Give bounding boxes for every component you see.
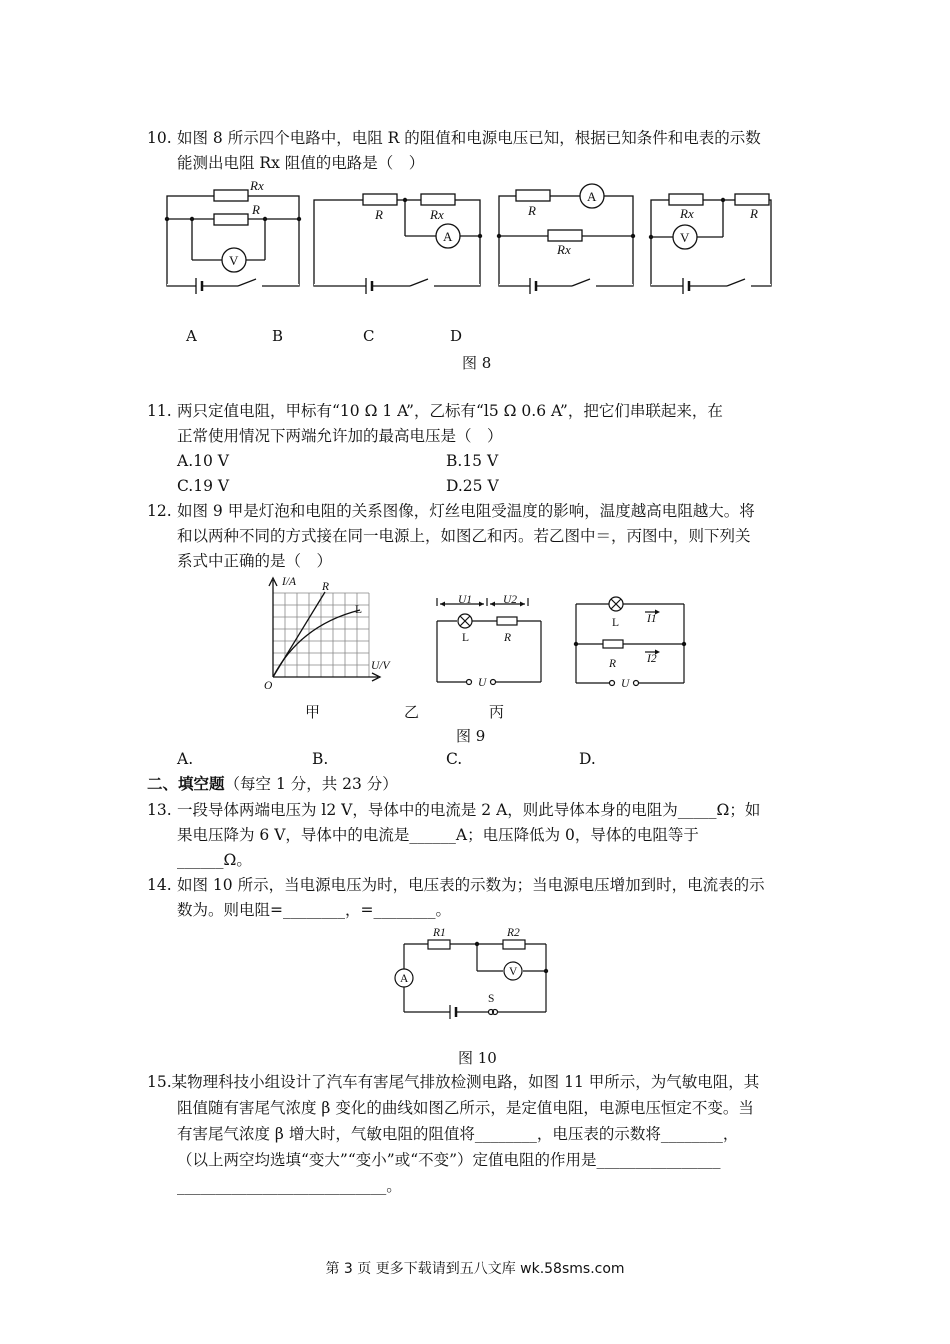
fig8-option-b: B bbox=[272, 327, 284, 345]
q12-text-line3: 系式中正确的是（ ） bbox=[177, 552, 333, 570]
q15-text-line4: （以上两空均选填“变大”“变小”或“不变”）定值电阻的作用是________________ bbox=[177, 1151, 721, 1169]
q11-option-c: C.19 V bbox=[177, 477, 230, 495]
q12-option-a: A. bbox=[177, 750, 194, 768]
fig8-caption: 图 8 bbox=[462, 354, 492, 372]
fig9-yi-u2-label: U2 bbox=[503, 594, 518, 606]
fig9-bing-i1-label: I1 bbox=[647, 613, 657, 625]
fig8-d-rx-label: Rx bbox=[680, 206, 694, 221]
q14-text-line1: 如图 10 所示，当电源电压为时，电压表的示数为；当电源电压增加到时，电流表的示 bbox=[177, 876, 765, 894]
fig8-option-c: C bbox=[363, 327, 375, 345]
fig10-r1-label: R1 bbox=[433, 927, 446, 939]
fig8-d-voltmeter-label: V bbox=[680, 230, 690, 245]
fig8-a-voltmeter-label: V bbox=[229, 253, 239, 268]
fig9-graph-ylabel: I/A bbox=[282, 576, 297, 588]
fig9-bing-i2-label: I2 bbox=[647, 653, 657, 665]
q14-number: 14. bbox=[147, 876, 172, 894]
fig8-b-r-label: R bbox=[375, 207, 383, 222]
q14-text-line2: 数为。则电阻=________，=________。 bbox=[177, 901, 451, 919]
q10-number: 10. bbox=[147, 129, 172, 147]
q12-option-d: D. bbox=[579, 750, 596, 768]
fig9-label-jia: 甲 bbox=[305, 703, 321, 721]
fig8-c-rx-label: Rx bbox=[557, 242, 571, 257]
section-2-note: （每空 1 分，共 23 分） bbox=[224, 775, 398, 793]
fig10-caption: 图 10 bbox=[458, 1049, 497, 1067]
q11-text-line2: 正常使用情况下两端允许加的最高电压是（ ） bbox=[177, 427, 503, 445]
section-2-title: 二、填空题 bbox=[147, 774, 225, 793]
q15-text-line1: 15.某物理科技小组设计了汽车有害尾气排放检测电路，如图 11 甲所示，为气敏电阻，其 bbox=[147, 1073, 760, 1091]
fig9-graph-origin: O bbox=[264, 680, 273, 692]
fig9-graph-xlabel: U/V bbox=[371, 660, 390, 672]
fig9-label-yi: 乙 bbox=[404, 703, 420, 721]
fig8-b-rx-label: Rx bbox=[430, 207, 444, 222]
fig10-ammeter-label: A bbox=[400, 973, 409, 985]
q11-option-a: A.10 V bbox=[177, 452, 229, 470]
fig9-bing-r-label: R bbox=[609, 658, 617, 670]
q12-option-b: B. bbox=[312, 750, 329, 768]
fig9-graph-r-curve-label: R bbox=[322, 581, 330, 593]
q15-text-line5: ___________________________。 bbox=[177, 1177, 402, 1195]
fig8-d-r-label: R bbox=[750, 206, 758, 221]
fig8-c-r-label: R bbox=[528, 203, 536, 218]
q10-text-line1: 如图 8 所示四个电路中，电阻 R 的阻值和电源电压已知，根据已知条件和电表的示数 bbox=[177, 129, 761, 147]
q11-text-line1: 两只定值电阻，甲标有“10 Ω 1 A”，乙标有“l5 Ω 0.6 A”，把它们串联起来，在 bbox=[177, 402, 723, 420]
q10-text-line2: 能测出电阻 Rx 阻值的电路是（ ） bbox=[177, 154, 425, 172]
q11-option-b: B.15 V bbox=[446, 452, 499, 470]
fig8-a-r-label: R bbox=[252, 202, 260, 217]
fig9-bing-u-label: U bbox=[621, 678, 630, 690]
fig9-yi-u1-label: U1 bbox=[458, 594, 473, 606]
fig10-switch-label: S bbox=[488, 993, 495, 1005]
q13-text-line2: 果电压降为 6 V，导体中的电流是______A；电压降低为 0，导体的电阻等于 bbox=[177, 826, 699, 844]
fig9-graph-l-curve-label: L bbox=[355, 604, 363, 616]
fig8-c-ammeter-label: A bbox=[587, 189, 597, 204]
fig9-yi-r-label: R bbox=[504, 632, 512, 644]
q12-text-line2: 和以两种不同的方式接在同一电源上，如图乙和丙。若乙图中＝，丙图中，则下列关 bbox=[177, 527, 751, 545]
q12-text-line1: 如图 9 甲是灯泡和电阻的关系图像，灯丝电阻受温度的影响，温度越高电阻越大。将 bbox=[177, 502, 755, 520]
fig10-voltmeter-label: V bbox=[509, 966, 518, 978]
q13-text-line1: 一段导体两端电压为 l2 V，导体中的电流是 2 A，则此导体本身的电阻为_____Ω；如 bbox=[177, 801, 761, 819]
fig8-b-ammeter-label: A bbox=[443, 229, 453, 244]
q11-option-d: D.25 V bbox=[446, 477, 499, 495]
q12-number: 12. bbox=[147, 502, 172, 520]
q11-number: 11. bbox=[147, 402, 172, 420]
q12-option-c: C. bbox=[446, 750, 463, 768]
q15-text-line2: 阻值随有害尾气浓度 β 变化的曲线如图乙所示，是定值电阻，电源电压恒定不变。当 bbox=[177, 1099, 754, 1117]
fig9-yi-u-label: U bbox=[478, 677, 487, 689]
fig8-a-rx-label: Rx bbox=[250, 178, 264, 193]
fig9-caption: 图 9 bbox=[456, 727, 486, 745]
fig10-r2-label: R2 bbox=[507, 927, 520, 939]
fig9-yi-l-label: L bbox=[462, 632, 470, 644]
fig8-option-a: A bbox=[186, 327, 197, 345]
fig9-label-bing: 丙 bbox=[489, 703, 505, 721]
fig9-bing-l-label: L bbox=[612, 617, 620, 629]
q13-text-line3: ______Ω。 bbox=[177, 851, 252, 869]
fig8-option-d: D bbox=[450, 327, 463, 345]
q15-text-line3: 有害尾气浓度 β 增大时，气敏电阻的阻值将________，电压表的示数将________， bbox=[177, 1125, 739, 1143]
q13-number: 13. bbox=[147, 801, 172, 819]
page-footer: 第 3 页 更多下载请到五八文库 wk.58sms.com bbox=[325, 1261, 625, 1277]
